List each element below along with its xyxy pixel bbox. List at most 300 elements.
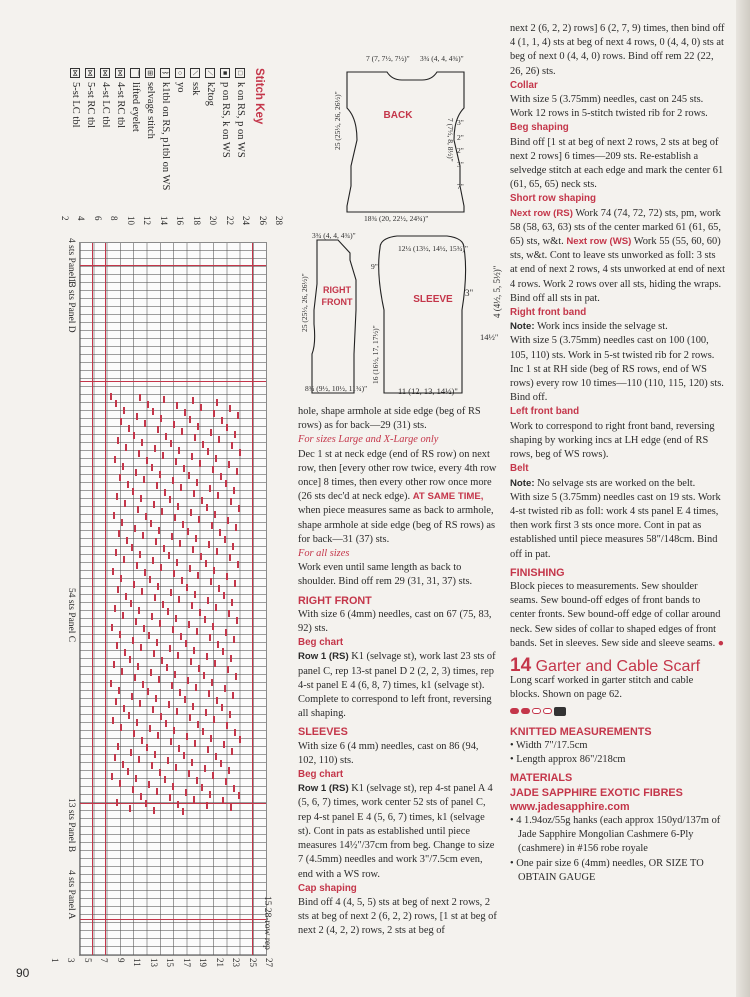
sleeve-label: SLEEVE [413, 294, 453, 305]
chart-cable-mark [186, 733, 188, 740]
chart-cable-mark [217, 641, 219, 648]
chart-cable-mark [196, 479, 198, 486]
chart-cable-mark [146, 457, 148, 464]
chart-row-number: 16 [175, 216, 185, 225]
chart-cable-mark [131, 693, 133, 700]
chart-cable-mark [114, 605, 116, 612]
chart-row-number: 19 [198, 958, 208, 967]
chart-cable-mark [203, 672, 205, 679]
chart-cable-mark [117, 743, 119, 750]
materials-list [510, 814, 725, 885]
chart-cable-mark [176, 559, 178, 566]
chart-cable-mark [212, 466, 214, 473]
chart-cable-mark [156, 788, 158, 795]
chart-cable-mark [134, 525, 136, 532]
chart-cable-mark [161, 508, 163, 515]
chart-cable-mark [151, 464, 153, 471]
chart-cable-mark [212, 772, 214, 779]
chart-cable-mark [153, 650, 155, 657]
front-bottom-width: 8¾ (9½, 10½, 11¾)" [305, 384, 368, 393]
stitch-symbol-icon: ⋈ [101, 69, 110, 77]
chart-cable-mark [173, 421, 175, 428]
chart-cable-mark [199, 460, 201, 467]
chart-cable-mark [110, 393, 112, 400]
stitch-key-title: Stitch Key [253, 68, 265, 125]
chart-cable-mark [121, 519, 123, 526]
all-sizes-note: For all sizes [298, 548, 350, 560]
chart-cable-mark [145, 800, 147, 807]
chart-cable-mark [230, 655, 232, 662]
chart-cable-mark [201, 784, 203, 791]
chart-cable-mark [138, 450, 140, 457]
mid-para-1: hole, shape armhole at side edge (beg of RS rows) as for back—29 (31) sts. [298, 406, 481, 432]
chart-cable-mark [133, 730, 135, 737]
chart-row-number: 28 [274, 216, 284, 225]
front-length: 25 (25½, 26, 26½)" [300, 273, 309, 332]
stitch-key-item: ⌒lifted eyelet [130, 69, 141, 132]
chart-row-number: 25 [247, 958, 258, 967]
beg-chart-heading-2: Beg chart [298, 769, 344, 781]
mid-para-6: With size 6 (4 mm) needles, cast on 86 (94, 102, 110) sts. [298, 740, 479, 766]
chart-cable-mark [135, 469, 137, 476]
chart-cable-mark [125, 444, 127, 451]
chart-cable-mark [200, 404, 202, 411]
chart-cable-mark [160, 564, 162, 571]
chart-cable-mark [148, 632, 150, 639]
chart-cable-mark [207, 746, 209, 753]
chart-cable-mark [192, 703, 194, 710]
right-para-6: Work to correspond to right front band, reversing shaping by working incs at LH edge (end of RS rows, beg of WS rows). [510, 420, 715, 461]
chart-cable-mark [210, 429, 212, 436]
chart-row-number: 21 [214, 958, 225, 967]
right-para-3: Bind off [1 st at beg of next 2 rows, 2 sts at beg of next 2 rows] 6 times—209 sts. Re-establish a selvedge stitch at each edge and mark the center 61 (61, 65, 65) neck sts. [510, 136, 724, 191]
stitch-symbol-icon: ⌒ [131, 69, 140, 77]
chart-row-number: 17 [181, 958, 192, 967]
chart-cable-mark [129, 656, 131, 663]
chart-cable-mark [159, 471, 161, 478]
chart-cable-mark [134, 674, 136, 681]
chart-cable-mark [153, 807, 155, 814]
chart-cable-mark [140, 644, 142, 651]
stitch-symbol-icon: ⋈ [86, 69, 95, 77]
back-waist-2: 2" [457, 133, 464, 142]
chart-cable-mark [178, 745, 180, 752]
chart-cable-mark [215, 604, 217, 611]
chart-row-number: 18 [191, 216, 202, 225]
right-para-4: Next row (RS) Work 74 (74, 72, 72) sts, pm, work 58 (58, 63, 63) sts of the center marked 61 (61, 65, 65) sts, w&t. Next row (WS) Work 55 (55, 60, 60) sts, w&t. Cont to leave sts unworked as foll: 3 sts at end of next 2 rows, 4 sts unworked at end of next 4 rows. Work 2 rows over all sts, hiding the wraps. Bind off all sts in pat. [510, 207, 725, 304]
chart-cable-mark [236, 468, 238, 475]
chart-cable-mark [182, 808, 184, 815]
chart-row-number: 23 [231, 958, 241, 967]
chart-cable-mark [163, 545, 165, 552]
chart-cable-mark [220, 760, 222, 767]
chart-cable-mark [119, 631, 121, 638]
measurement-item: • Width 7"/17.5cm [510, 739, 588, 751]
chart-cable-mark [172, 783, 174, 790]
chart-cable-mark [141, 737, 143, 744]
chart-row-number: 20 [208, 216, 218, 225]
chart-cable-mark [228, 461, 230, 468]
belt-heading: Belt [510, 463, 529, 475]
chart-cable-mark [138, 607, 140, 614]
chart-cable-mark [131, 544, 133, 551]
chart-cable-mark [231, 442, 233, 449]
chart-cable-mark [213, 716, 215, 723]
right-para-1: next 2 (6, 2, 2) rows] 6 (2, 7, 9) times, then bind off 4 (1, 1, 4) sts at beg of next 4 rows, 0 (4, 4, 0) sts at beg of next 0 (4, 4, 0) rows. Bind off rem 22 (22, 26, 26) sts. [510, 23, 725, 77]
chart-cable-mark [200, 553, 202, 560]
chart-cable-mark [222, 648, 224, 655]
right-front-heading: RIGHT FRONT [298, 594, 372, 607]
chart-cable-mark [181, 577, 183, 584]
chart-cable-mark [160, 415, 162, 422]
chart-cable-mark [152, 706, 154, 713]
chart-cable-mark [114, 754, 116, 761]
chart-panel-label: 54 sts Panel C [66, 588, 76, 643]
material-item: • 4 1.94oz/55g hanks (each approx 150yd/137m of Jade Sapphire Mongolian Cashmere 6-Ply (cashmere) in #156 robe royale [510, 814, 721, 855]
chart-cable-mark [126, 537, 128, 544]
stitch-symbol-icon: ⋈ [71, 69, 80, 77]
chart-cable-mark [117, 586, 119, 593]
chart-cable-mark [193, 796, 195, 803]
chart-cable-mark [156, 639, 158, 646]
chart-cable-mark [228, 767, 230, 774]
chart-cable-mark [178, 447, 180, 454]
sleeve-top-width: 12¼ (13½, 14½, 15¾)" [398, 244, 468, 253]
chart-cable-mark [218, 436, 220, 443]
chart-cable-mark [162, 601, 164, 608]
chart-cable-mark [168, 701, 170, 708]
chart-cable-mark [122, 612, 124, 619]
chart-cable-mark [127, 481, 129, 488]
chart-cable-mark [158, 527, 160, 534]
chart-cable-mark [233, 487, 235, 494]
chart-panel-label: 13 sts Panel D [66, 278, 76, 333]
chart-cable-mark [195, 684, 197, 691]
chart-cable-mark [149, 576, 151, 583]
chart-cable-mark [221, 417, 223, 424]
chart-cable-mark [191, 759, 193, 766]
stitch-key-item: ⟍ssk [190, 68, 201, 95]
chart-cable-mark [184, 696, 186, 703]
chart-cable-mark [136, 719, 138, 726]
chart-cable-mark [113, 661, 115, 668]
chart-cable-mark [124, 649, 126, 656]
back-waist-3: 2" [457, 146, 464, 155]
chart-cable-mark [133, 432, 135, 439]
chart-cable-mark [219, 529, 221, 536]
knitting-chart [49, 48, 292, 967]
chart-cable-mark [205, 709, 207, 716]
chart-cable-mark [128, 712, 130, 719]
chart-row-number: 15 [165, 958, 175, 967]
chart-cable-mark [188, 472, 190, 479]
chart-cable-mark [119, 780, 121, 787]
left-band-heading: Left front band [510, 406, 580, 418]
chart-cable-mark [175, 615, 177, 622]
chart-cable-mark [192, 546, 194, 553]
chart-cable-mark [189, 416, 191, 423]
stitch-symbol-icon: ⟍ [190, 68, 200, 78]
chart-cable-mark [183, 752, 185, 759]
chart-cable-mark [139, 551, 141, 558]
chart-cable-mark [144, 569, 146, 576]
chart-cable-mark [216, 697, 218, 704]
chart-cable-mark [129, 805, 131, 812]
chart-cable-mark [115, 698, 117, 705]
chart-cable-mark [239, 449, 241, 456]
stitch-symbol-icon: ⋈ [116, 69, 125, 77]
chart-cable-mark [136, 413, 138, 420]
chart-cable-mark [146, 744, 148, 751]
short-row-heading: Short row shaping [510, 193, 596, 205]
chart-row-number: 9 [115, 958, 126, 963]
chart-cable-mark [139, 394, 141, 401]
sleeve-bottom-width: 11 (12, 13, 14½)" [398, 386, 458, 396]
chart-cable-mark [150, 520, 152, 527]
page-edge [736, 0, 750, 997]
chart-cable-mark [199, 609, 201, 616]
chart-cable-mark [183, 465, 185, 472]
chart-row-number: 4 [76, 216, 86, 221]
stitch-key-item: ○yo [175, 68, 186, 93]
right-para-5: Note: Work incs inside the selvage st. [510, 321, 668, 333]
chart-cable-mark [147, 401, 149, 408]
chart-cable-mark [214, 511, 216, 518]
mid-para-8: Bind off 4 (4, 5, 5) sts at beg of next 2 rows, 2 sts at beg of next 2 (6, 2, 2) rows, [1 st at beg of next 2 (4, 2, 2) rows, 2 sts at beg of [298, 896, 497, 937]
stitch-key-item: ⟋k2tog [205, 68, 216, 106]
right-para-2: With size 5 (3.75mm) needles, cast on 245 sts. Work 12 rows in 5-stitch twisted rib for 2 rows. [510, 94, 708, 120]
chart-cable-mark [198, 516, 200, 523]
chart-cable-mark [189, 714, 191, 721]
chart-cable-mark [225, 778, 227, 785]
stitch-key-item: ⊞selvage stitch [145, 68, 156, 139]
chart-cable-mark [229, 554, 231, 561]
chart-cable-mark [204, 616, 206, 623]
front-piece-outline [312, 240, 356, 393]
chart-cable-mark [159, 769, 161, 776]
back-shoulder: 3¾ (4, 4, 4¾)" [420, 54, 464, 63]
chart-cable-mark [144, 420, 146, 427]
chart-cable-mark [123, 407, 125, 414]
mid-para-7: Row 1 (RS) K1 (selvage st), rep 4-st panel A 4 (5, 6, 7) times, work center 52 sts of panel C, rep 4-st panel E 4 (5, 6, 7) times, k1 (selvage st). Cont in pats as established until piece measures 14½"/37cm from beg. Change to size 7 (4.5mm) needles and work 3"/7.5cm even, end with a WS row. [298, 783, 495, 880]
back-waist-5: 7" [457, 182, 464, 191]
chart-cable-mark [117, 437, 119, 444]
right-band-heading: Right front band [510, 307, 587, 319]
chart-cable-mark [234, 580, 236, 587]
chart-cable-mark [189, 565, 191, 572]
schematic-drawings [292, 48, 507, 408]
chart-cable-mark [226, 424, 228, 431]
right-front-label: RIGHT FRONT [321, 285, 353, 307]
chart-cable-mark [132, 786, 134, 793]
chart-cable-mark [180, 484, 182, 491]
chart-cable-mark [137, 663, 139, 670]
chart-cable-mark [116, 642, 118, 649]
chart-cable-mark [174, 514, 176, 521]
chart-cable-mark [138, 756, 140, 763]
chart-cable-mark [188, 621, 190, 628]
chart-cable-mark [151, 613, 153, 620]
chart-row-number: 3 [66, 958, 76, 963]
chart-cable-mark [237, 561, 239, 568]
chart-cable-mark [229, 711, 231, 718]
right-para-8: Block pieces to measurements. Sew shoulder seams. Sew bound-off edges of front bands to center fronts. Sew bound-off edge of collar around neck. Sew sides of collar to shaped edges of front bands. Set in sleeves. Sew side and sleeve seams. ● [510, 580, 725, 649]
chart-cable-mark [139, 700, 141, 707]
right-para-7b: With size 5 (3.75mm) needles cast on 19 sts. Work 4-st twisted rib as foll: work 4 sts panel E 4 times, then work first 3 sts once more. Cont in pat as established until piece measures 58"/148cm. Bind off in pat. [510, 491, 721, 560]
chart-cable-mark [228, 610, 230, 617]
chart-cable-mark [118, 530, 120, 537]
chart-cable-mark [163, 396, 165, 403]
back-waist-4: 3" [457, 160, 464, 169]
chart-cable-mark [160, 713, 162, 720]
chart-cable-mark [165, 720, 167, 727]
chart-cable-mark [132, 637, 134, 644]
chart-cable-mark [234, 729, 236, 736]
chart-cable-mark [115, 549, 117, 556]
chart-cable-mark [193, 490, 195, 497]
chart-cable-mark [233, 636, 235, 643]
chart-cable-mark [234, 431, 236, 438]
chart-cable-mark [155, 695, 157, 702]
chart-cable-mark [112, 568, 114, 575]
front-neck-depth: 9" [371, 262, 378, 271]
chart-cable-mark [225, 480, 227, 487]
chart-cable-mark [140, 495, 142, 502]
chart-cable-mark [170, 440, 172, 447]
chart-cable-mark [239, 736, 241, 743]
chart-cable-mark [154, 445, 156, 452]
chart-cable-mark [211, 522, 213, 529]
chart-cable-mark [182, 521, 184, 528]
chart-cable-mark [164, 489, 166, 496]
right-para-7: Note: No selvage sts are worked on the belt. [510, 477, 696, 489]
chart-row-number: 14 [158, 216, 169, 225]
chart-cable-mark [137, 506, 139, 513]
chart-cable-mark [216, 548, 218, 555]
chart-cable-mark [141, 439, 143, 446]
stitch-symbol-icon: □ [235, 68, 245, 78]
chart-cable-mark [152, 557, 154, 564]
front-shoulder: 3¾ (4, 4, 4¾)" [312, 231, 356, 240]
chart-cable-mark [202, 728, 204, 735]
chart-cable-mark [238, 792, 240, 799]
mid-para-4: With size 6 (4mm) needles, cast on 67 (75, 83, 92) sts. [298, 608, 492, 635]
chart-cable-mark [113, 512, 115, 519]
chart-panel-label: 4 sts Panel E [66, 238, 76, 287]
front-side: 16 (16½, 17, 17½)" [371, 325, 380, 384]
chart-cable-mark [215, 753, 217, 760]
mid-para-3: Work even until same length as back to shoulder. Bind off rem 29 (31, 31, 37) sts. [298, 562, 473, 588]
chart-cable-mark [151, 762, 153, 769]
chart-cable-mark [156, 482, 158, 489]
chart-cable-mark [170, 589, 172, 596]
scarf-title: 14 Garter and Cable Scarf [510, 654, 701, 676]
chart-cable-mark [157, 732, 159, 739]
chart-cable-mark [130, 749, 132, 756]
supplier-name: JADE SAPPHIRE EXOTIC FIBRES [510, 786, 683, 799]
chart-cable-mark [122, 463, 124, 470]
chart-cable-mark [223, 592, 225, 599]
chart-cable-mark [148, 781, 150, 788]
chart-cable-mark [177, 503, 179, 510]
chart-cable-mark [179, 689, 181, 696]
chart-cable-mark [133, 581, 135, 588]
chart-cable-mark [184, 409, 186, 416]
chart-cable-mark [147, 688, 149, 695]
chart-cable-mark [175, 764, 177, 771]
chart-row-number: 12 [142, 216, 152, 225]
chart-cable-mark [201, 497, 203, 504]
chart-cable-mark [198, 665, 200, 672]
chart-cable-mark [211, 679, 213, 686]
chart-cable-mark [236, 617, 238, 624]
chart-cable-mark [169, 645, 171, 652]
mid-para-2: Dec 1 st at neck edge (end of RS row) on next row, then [every other row twice, every 4th row once] 8 times, then every other row once more (26 sts dec'd at neck edge). AT SAME TIME, when piece measures same as back to armhole, shape armhole at side edge (beg of RS rows) as for back—31 (37) sts. [298, 448, 497, 545]
chart-cable-mark [120, 575, 122, 582]
chart-cable-mark [209, 485, 211, 492]
chart-cable-mark [149, 725, 151, 732]
collar-heading: Collar [510, 79, 538, 91]
chart-cable-mark [135, 775, 137, 782]
stitch-key-item: ⋈5-st RC tbl [85, 69, 96, 129]
chart-grid [79, 242, 267, 956]
stitch-symbol-icon: ⊞ [145, 68, 155, 78]
chart-cable-mark [154, 751, 156, 758]
chart-cable-mark [161, 657, 163, 664]
chart-cable-mark [225, 629, 227, 636]
chart-cable-mark [111, 773, 113, 780]
chart-row-number: 13 [148, 958, 159, 967]
supplier-website: www.jadesapphire.com [510, 800, 630, 813]
chart-cable-mark [206, 653, 208, 660]
chart-cable-mark [185, 640, 187, 647]
chart-cable-mark [196, 628, 198, 635]
chart-cable-mark [237, 412, 239, 419]
chart-cable-mark [187, 677, 189, 684]
chart-cable-mark [235, 524, 237, 531]
chart-cable-mark [230, 804, 232, 811]
chart-cable-mark [150, 669, 152, 676]
chart-cable-mark [124, 500, 126, 507]
chart-cable-mark [176, 402, 178, 409]
sizes-large-note: For sizes Large and X-Large only [298, 434, 439, 446]
chart-cable-mark [165, 433, 167, 440]
stitch-key-item: ᛒk1tbl on RS, p1tbl on WS [160, 68, 171, 190]
chart-cable-mark [208, 541, 210, 548]
middle-text-column [298, 405, 498, 939]
chart-cable-mark [195, 535, 197, 542]
chart-cable-mark [142, 681, 144, 688]
chart-cable-mark [172, 626, 174, 633]
chart-cable-mark [229, 405, 231, 412]
chart-cable-mark [167, 608, 169, 615]
chart-cable-mark [114, 456, 116, 463]
chart-cable-mark [214, 660, 216, 667]
chart-cable-mark [153, 501, 155, 508]
stitch-key-item: □k on RS, p on WS [235, 68, 246, 158]
chart-cable-mark [167, 757, 169, 764]
chart-cable-mark [162, 452, 164, 459]
chart-cable-mark [186, 584, 188, 591]
chart-cable-mark [123, 556, 125, 563]
stitch-key-item: ⋈5-st LC tbl [70, 69, 81, 128]
chart-cable-mark [159, 620, 161, 627]
chart-cable-mark [152, 408, 154, 415]
chart-cable-mark [221, 704, 223, 711]
chart-cable-mark [197, 572, 199, 579]
chart-cable-mark [231, 748, 233, 755]
chart-row-number: 26 [257, 216, 268, 225]
